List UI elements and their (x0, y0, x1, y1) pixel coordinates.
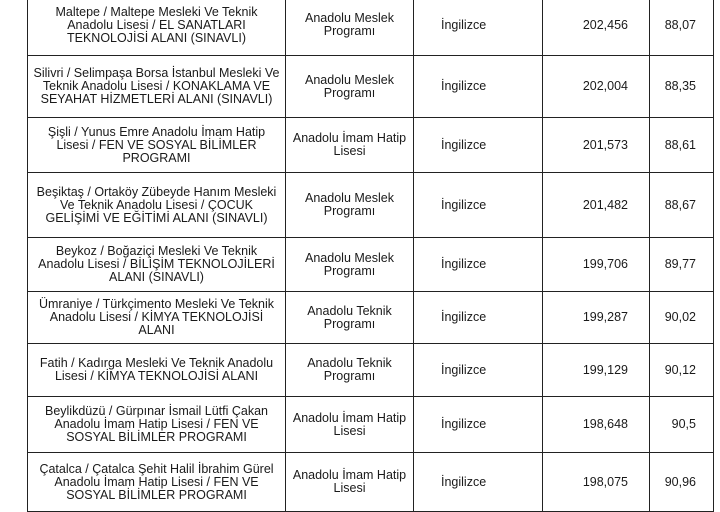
school-type-cell: Anadolu Meslek Programı (286, 56, 414, 118)
table-row (28, 173, 714, 238)
score-cell: 201,482 (543, 173, 650, 238)
table-row (28, 0, 714, 56)
score-cell: 198,648 (543, 397, 650, 453)
percentile-cell: 88,61 (650, 118, 714, 173)
language-cell: İngilizce (414, 173, 543, 238)
percentile-cell: 89,77 (650, 238, 714, 292)
percentile-cell: 88,35 (650, 56, 714, 118)
language-cell: İngilizce (414, 0, 543, 56)
score-cell: 199,129 (543, 344, 650, 397)
table-row (28, 292, 714, 344)
percentile-cell: 90,02 (650, 292, 714, 344)
table-row (28, 118, 714, 173)
school-table-container (27, 0, 714, 512)
school-type-cell: Anadolu Meslek Programı (286, 238, 414, 292)
language-cell: İngilizce (414, 292, 543, 344)
score-cell: 202,004 (543, 56, 650, 118)
score-cell: 202,456 (543, 0, 650, 56)
school-name-cell: Çatalca / Çatalca Şehit Halil İbrahim Gürel Anadolu İmam Hatip Lisesi / FEN VE SOSYAL BİLİMLER PROGRAMI (28, 453, 286, 512)
school-type-cell: Anadolu İmam Hatip Lisesi (286, 453, 414, 512)
language-cell: İngilizce (414, 118, 543, 173)
table-row (28, 344, 714, 397)
school-type-cell: Anadolu Teknik Programı (286, 292, 414, 344)
school-name-cell: Silivri / Selimpaşa Borsa İstanbul Mesleki Ve Teknik Anadolu Lisesi / KONAKLAMA VE SEYAHAT HİZMETLERİ ALANI (SINAVLI) (28, 56, 286, 118)
score-cell: 199,287 (543, 292, 650, 344)
school-type-cell: Anadolu İmam Hatip Lisesi (286, 118, 414, 173)
school-type-cell: Anadolu Meslek Programı (286, 0, 414, 56)
score-cell: 198,075 (543, 453, 650, 512)
school-name-cell: Şişli / Yunus Emre Anadolu İmam Hatip Lisesi / FEN VE SOSYAL BİLİMLER PROGRAMI (28, 118, 286, 173)
school-type-cell: Anadolu Teknik Programı (286, 344, 414, 397)
school-name-cell: Beylikdüzü / Gürpınar İsmail Lütfi Çakan Anadolu İmam Hatip Lisesi / FEN VE SOSYAL BİLİMLER PROGRAMI (28, 397, 286, 453)
school-type-cell: Anadolu Meslek Programı (286, 173, 414, 238)
percentile-cell: 88,07 (650, 0, 714, 56)
school-name-cell: Beşiktaş / Ortaköy Zübeyde Hanım Mesleki Ve Teknik Anadolu Lisesi / ÇOCUK GELİŞİMİ VE EĞİTİMİ ALANI (SINAVLI) (28, 173, 286, 238)
table-row (28, 56, 714, 118)
school-name-cell: Beykoz / Boğaziçi Mesleki Ve Teknik Anadolu Lisesi / BİLİŞİM TEKNOLOJİLERİ ALANI (SINAVLI) (28, 238, 286, 292)
language-cell: İngilizce (414, 397, 543, 453)
language-cell: İngilizce (414, 344, 543, 397)
language-cell: İngilizce (414, 453, 543, 512)
table-row (28, 238, 714, 292)
school-name-cell: Ümraniye / Türkçimento Mesleki Ve Teknik Anadolu Lisesi / KİMYA TEKNOLOJİSİ ALANI (28, 292, 286, 344)
school-type-cell: Anadolu İmam Hatip Lisesi (286, 397, 414, 453)
table-row (28, 397, 714, 453)
school-name-cell: Maltepe / Maltepe Mesleki Ve Teknik Anadolu Lisesi / EL SANATLARI TEKNOLOJİSİ ALANI (SINAVLI) (28, 0, 286, 56)
percentile-cell: 88,67 (650, 173, 714, 238)
school-ranking-table (27, 0, 714, 512)
percentile-cell: 90,12 (650, 344, 714, 397)
school-name-cell: Fatih / Kadırga Mesleki Ve Teknik Anadolu Lisesi / KİMYA TEKNOLOJİSİ ALANI (28, 344, 286, 397)
language-cell: İngilizce (414, 238, 543, 292)
score-cell: 201,573 (543, 118, 650, 173)
percentile-cell: 90,5 (650, 397, 714, 453)
score-cell: 199,706 (543, 238, 650, 292)
percentile-cell: 90,96 (650, 453, 714, 512)
table-row (28, 453, 714, 512)
language-cell: İngilizce (414, 56, 543, 118)
